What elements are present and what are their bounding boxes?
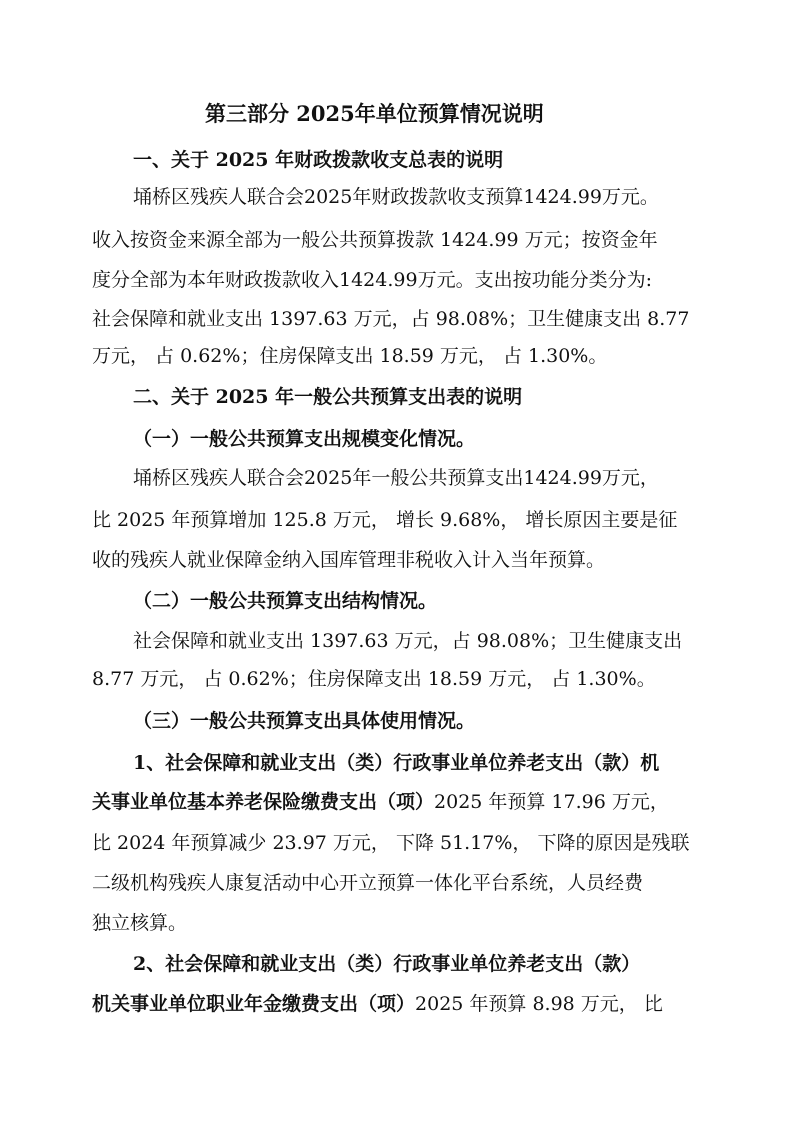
item1-line-2 — [92, 791, 669, 813]
subsection1-heading: （一）一般公共预算支出规模变化情况。 — [133, 428, 476, 450]
page-title: 第三部分 2025年单位预算情况说明 — [205, 101, 544, 126]
subsection2-heading: （二）一般公共预算支出结构情况。 — [133, 590, 438, 612]
subsection2-line-1: 社会保障和就业支出 1397.63 万元，占 98.08%；卫生健康支出 — [133, 630, 683, 652]
subsection2-line-2: 8.77 万元， 占 0.62%；住房保障支出 18.59 万元， 占 1.30%。 — [92, 668, 656, 690]
subsection1-line-2: 比 2025 年预算增加 125.8 万元， 增长 9.68%， 增长原因主要是征 — [92, 509, 678, 531]
item1-line-3: 比 2024 年预算减少 23.97 万元， 下降 51.17%， 下降的原因是残联 — [92, 832, 690, 854]
section2-heading: 二、关于 2025 年一般公共预算支出表的说明 — [133, 386, 523, 408]
item2-line-2-rest: 2025 年预算 8.98 万元， 比 — [415, 993, 663, 1015]
subsection1-line-3: 收的残疾人就业保障金纳入国库管理非税收入计入当年预算。 — [92, 549, 606, 571]
section1-paragraph-line-3: 度分全部为本年财政拨款收入1424.99万元。支出按功能分类分为: — [92, 269, 652, 291]
subsection1-line-1: 埇桥区残疾人联合会2025年一般公共预算支出1424.99万元， — [133, 467, 659, 489]
item1-heading-line-2: 关事业单位基本养老保险缴费支出（项） — [92, 791, 435, 813]
item1-line-4: 二级机构残疾人康复活动中心开立预算一体化平台系统，人员经费 — [92, 872, 644, 894]
subsection3-heading: （三）一般公共预算支出具体使用情况。 — [133, 710, 476, 732]
item2-heading-line-2: 机关事业单位职业年金缴费支出（项） — [92, 993, 416, 1015]
item2-line-2 — [92, 993, 663, 1015]
item1-line-2-rest: 2025 年预算 17.96 万元， — [434, 791, 669, 813]
item1-heading-line-1: 1、社会保障和就业支出（类）行政事业单位养老支出（款）机 — [133, 752, 660, 774]
item1-line-5: 独立核算。 — [92, 912, 188, 934]
section1-paragraph-line-4: 社会保障和就业支出 1397.63 万元，占 98.08%；卫生健康支出 8.77 — [92, 308, 690, 330]
section1-heading: 一、关于 2025 年财政拨款收支总表的说明 — [133, 149, 504, 171]
section1-paragraph-line-1: 埇桥区残疾人联合会2025年财政拨款收支预算1424.99万元。 — [133, 186, 659, 208]
section1-paragraph-line-2: 收入按资金来源全部为一般公共预算拨款 1424.99 万元；按资金年 — [92, 229, 658, 251]
section1-paragraph-line-5: 万元， 占 0.62%；住房保障支出 18.59 万元， 占 1.30%。 — [92, 345, 608, 367]
item2-heading-line-1: 2、社会保障和就业支出（类）行政事业单位养老支出（款） — [133, 953, 641, 975]
